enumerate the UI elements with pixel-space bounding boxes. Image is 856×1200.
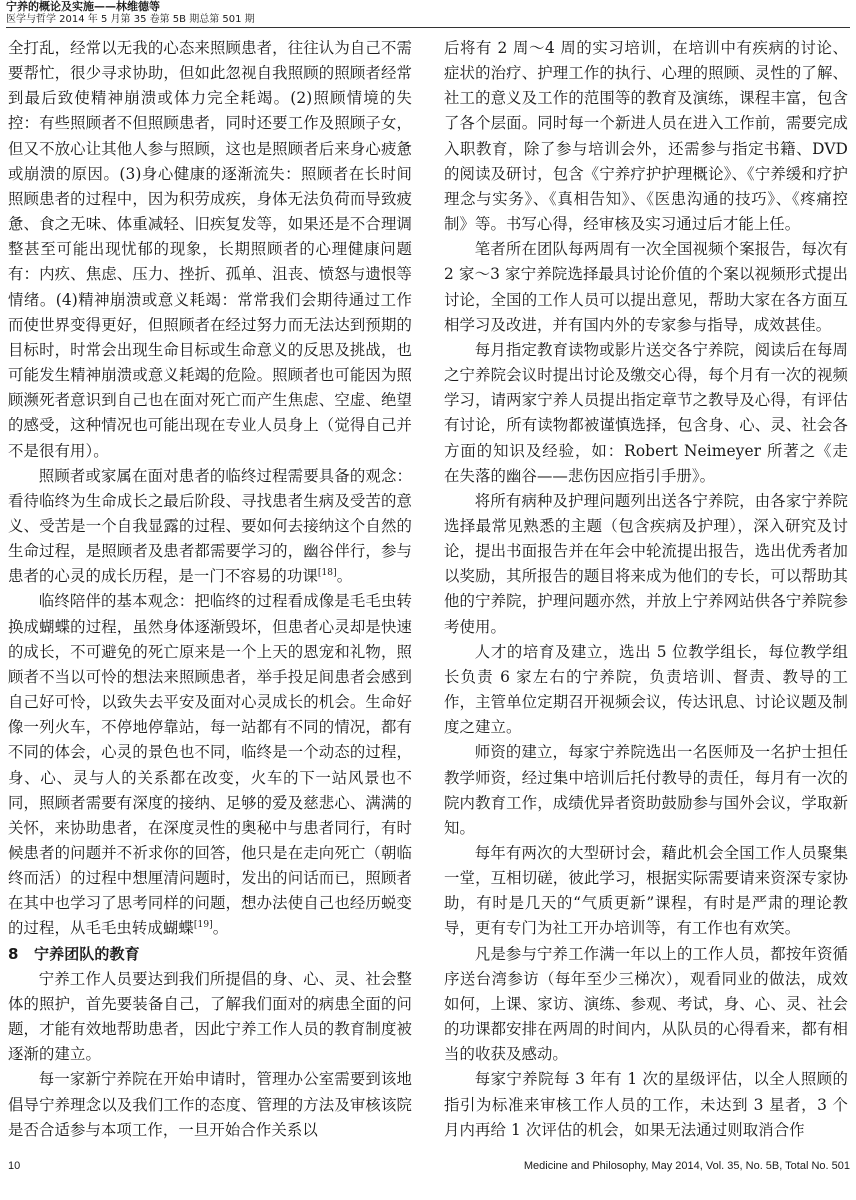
- paragraph: 宁养工作人员要达到我们所提倡的身、心、灵、社会整体的照护，首先要装备自己，了解我们面对的病患全面的问题，才能有效地帮助患者，因此宁养工作人员的教育制度被逐渐的建立。: [8, 969, 412, 1064]
- paragraph: 每年有两次的大型研讨会，藉此机会全国工作人员聚集一堂，互相切磋，彼此学习，根据实际需要请来资深专家协助，有时是几天的“气质更新”课程，有时是严肃的理论教导，更有专门为社工开办培训等，有工作也有欢笑。: [444, 844, 848, 938]
- paragraph: 将所有病种及护理问题列出送各宁养院，由各家宁养院选择最常见熟悉的主题（包含疾病及护理），深入研究及讨论，提出书面报告并在年会中轮流提出报告，选出优秀者加以奖励，其所报告的题目将来成为他们的专长，可以帮助其他的宁养院，护理问题亦然，并放上宁养网站供各宁养院参考使用。: [444, 491, 848, 636]
- journal-citation-footer: Medicine and Philosophy, May 2014, Vol. 35, No. 5B, Total No. 501: [523, 1160, 850, 1172]
- running-header: [6, 0, 850, 28]
- paragraph-text: 照顾者或家属在面对患者的临终过程需要具备的观念：看待临终为生命成长之最后阶段、寻找患者生病及受苦的意义、受苦是一个自我显露的过程、要如何去接纳这个自然的生命过程，是照顾者及患者都需要学习的，幽谷伴行，参与患者的心灵的成长历程，是一门不容易的功课: [8, 466, 412, 586]
- section-title: 宁养团队的教育: [34, 944, 140, 963]
- paragraph: 人才的培育及建立，选出 5 位教学组长，每位教学组长负责 6 家左右的宁养院，负责培训、督责、教导的工作，主管单位定期召开视频会议，传达讯息、讨论议题及制度之建立。: [444, 642, 848, 737]
- paragraph: 笔者所在团队每两周有一次全国视频个案报告，每次有 2 家～3 家宁养院选择最具讨论价值的个案以视频形式提出讨论，全国的工作人员可以提出意见，帮助大家在各方面互相学习及改进，并有国内外的专家参与指导，成效甚佳。: [444, 240, 848, 334]
- paragraph: [8, 589, 412, 941]
- paragraph: [8, 464, 412, 590]
- paragraph: 凡是参与宁养工作满一年以上的工作人员，都按年资循序送台湾参访（每年至少三梯次），观看同业的做法，成效如何，上课、家访、演练、参观、考试，身、心、灵、社会的功课都安排在两周的时间内，从队员的心得看来，都有相当的收获及感动。: [444, 944, 848, 1064]
- paragraph: 后将有 2 周～4 周的实习培训，在培训中有疾病的讨论、症状的治疗、护理工作的执行、心理的照顾、灵性的了解、社工的意义及工作的范围等的教育及演练，课程丰富，包含了各个层面。同时每一个新进人员在进入工作前，需要完成入职教育，除了参与培训会外，还需参与指定书籍、DVD 的阅读及研讨，包含《宁养疗护护理概论》、《宁养缓和疗护理念与实务》、《真相告知》、《医患沟通的技巧》、《疼痛控制》等。书写心得，经审核及实习通过后才能上任。: [444, 39, 848, 234]
- reference-marker: [18]: [317, 568, 337, 579]
- paragraph: 每月指定教育读物或影片送交各宁养院，阅读后在每周之宁养院会议时提出讨论及缴交心得，每个月有一次的视频学习，请两家宁养人员提出指定章节之教导及心得，有评估有讨论，所有读物都被谨慎选择，包含身、心、灵、社会各方面的知识及经验，如：Robert Neimeyer 所著之《走在失落的幽谷——悲伤因应指引手册》。: [444, 340, 848, 485]
- paragraph-end: 。: [336, 567, 353, 586]
- paragraph: 师资的建立，每家宁养院选出一名医师及一名护士担任教学师资，经过集中培训后托付教导的责任，每月有一次的院内教育工作，成绩优异者资助鼓励参与国外会议，学取新知。: [444, 743, 848, 837]
- article-title-header: 宁养的概论及实施——林维德等: [6, 0, 160, 13]
- reference-marker: [19]: [193, 920, 213, 931]
- left-column: [8, 36, 412, 1143]
- paragraph: 全打乱，经常以无我的心态来照顾患者，往往认为自己不需要帮忙，很少寻求协助，但如此忽视自我照顾的照顾者经常到最后致使精神崩溃或体力完全耗竭。(2)照顾情境的失控：有些照顾者不但照顾患者，同时还要工作及照顾子女，但又不放心让其他人参与照顾，这也是照顾者后来身心疲惫或崩溃的原因。(3)身心健康的逐渐流失：照顾者在长时间照顾患者的过程中，因为积劳成疾，身体无法负荷而导致疲惫、食之无味、体重减轻、旧疾复发等，如果还是不合理调整甚至可能出现忧郁的现象，长期照顾者的心理健康问题有：内疚、焦虑、压力、挫折、孤单、沮丧、愤怒与遗恨等情绪。(4)精神崩溃或意义耗竭：常常我们会期待通过工作而使世界变得更好，但照顾者在经过努力而无法达到预期的目标时，时常会出现生命目标或生命意义的反思及挑战，也可能发生精神崩溃或意义耗竭的危险。照顾者也可能因为照顾濒死者意识到自己也在面对死亡而产生焦虑、空虚、绝望的感受，这种情况也可能出现在专业人员身上（觉得自己并不是很有用）。: [8, 39, 412, 460]
- journal-info-header: 医学与哲学 2014 年 5 月第 35 卷第 5B 期总第 501 期: [6, 14, 255, 25]
- section-number: 8: [8, 944, 19, 963]
- page-number: 10: [8, 1160, 21, 1172]
- paragraph: 每一家新宁养院在开始申请时，管理办公室需要到该地倡导宁养理念以及我们工作的态度、管理的方法及审核该院是否合适参与本项工作，一旦开始合作关系以: [8, 1070, 412, 1139]
- paragraph: 每家宁养院每 3 年有 1 次的星级评估，以全人照顾的指引为标准来审核工作人员的工作，未达到 3 星者，3 个月内再给 1 次评估的机会，如果无法通过则取消合作: [444, 1070, 848, 1139]
- right-column: [444, 36, 848, 1143]
- section-heading: [8, 942, 412, 967]
- paragraph-end: 。: [212, 919, 229, 938]
- paragraph-text: 临终陪伴的基本观念：把临终的过程看成像是毛毛虫转换成蝴蝶的过程，虽然身体逐渐毁坏，但患者心灵却是快速的成长，不可避免的死亡原来是一个上天的恩宠和礼物，照顾者不当以可怜的想法来照顾患者，举手投足间患者会感到自己好可怜，以致失去平安及面对心灵成长的机会。生命好像一列火车，不停地停靠站，每一站都有不同的情况，都有不同的体会，心灵的景色也不同，临终是一个动态的过程，身、心、灵与人的关系都在改变，火车的下一站风景也不同，照顾者需要有深度的接纳、足够的爱及慈悲心、满满的关怀，来协助患者，在深度灵性的奥秘中与患者同行，有时候患者的问题并不祈求你的回答，他只是在走向死亡（朝临终而活）的过程中想厘清问题时，发出的问话而已，照顾者在其中也学习了思考同样的问题，想办法使自己也经历蜕变的过程，从毛毛虫转成蝴蝶: [8, 592, 412, 938]
